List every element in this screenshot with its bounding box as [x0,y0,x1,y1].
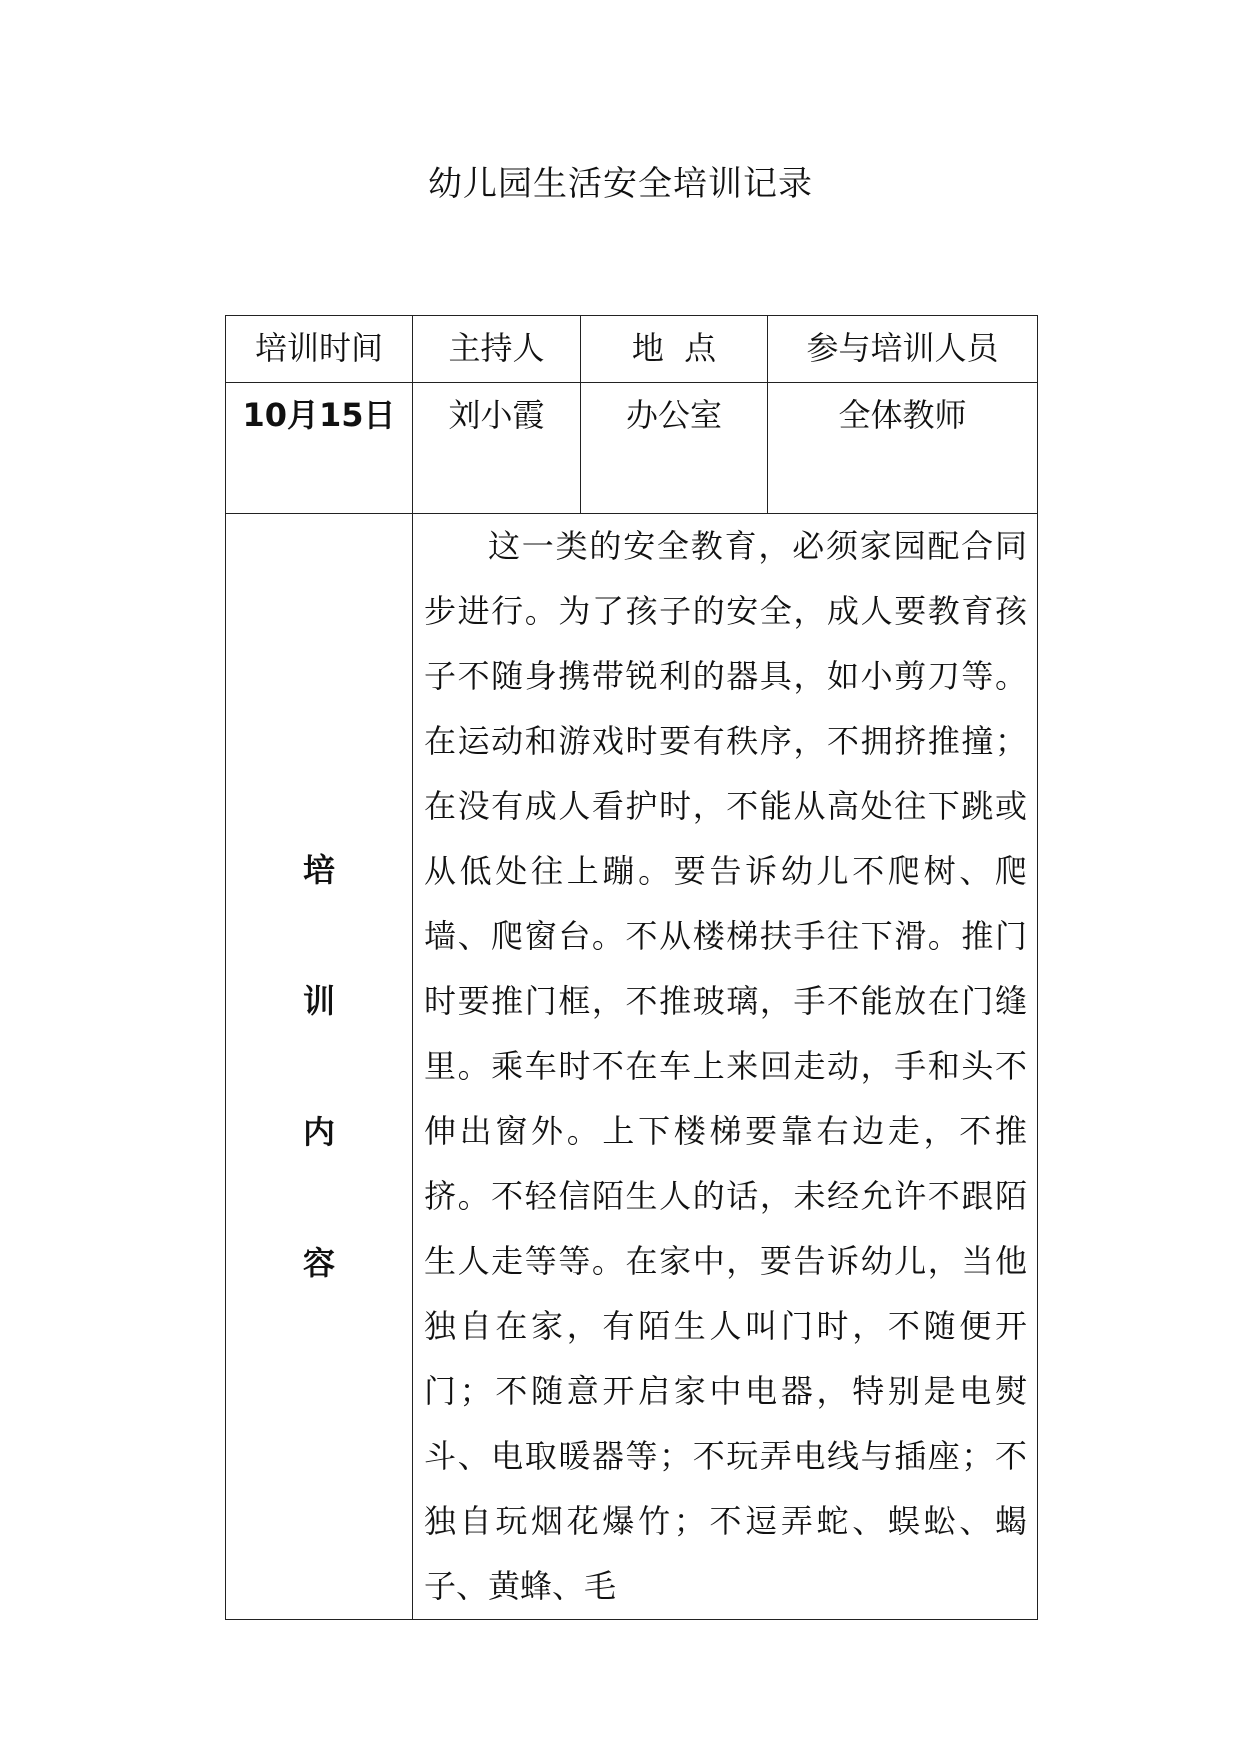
value-participants: 全体教师 [768,383,1038,514]
content-label-char: 容 [302,1243,335,1282]
training-record-table [225,315,1038,1620]
value-location: 办公室 [581,383,768,514]
content-label-char: 训 [302,981,335,1020]
content-label-char: 培 [302,850,335,889]
header-training-time: 培训时间 [226,316,413,383]
header-participants: 参与培训人员 [768,316,1038,383]
table-header-row [226,316,1038,383]
document-title: 幼儿园生活安全培训记录 [428,164,813,204]
table-content-row [226,514,1038,1620]
training-content-text: 这一类的安全教育，必须家园配合同步进行。为了孩子的安全，成人要教育孩子不随身携带锐利的器具，如小剪刀等。在运动和游戏时要有秩序，不拥挤推撞；在没有成人看护时，不能从高处往下跳或从低处往上蹦。要告诉幼儿不爬树、爬墙、爬窗台。不从楼梯扶手往下滑。推门时要推门框，不推玻璃，手不能放在门缝里。乘车时不在车上来回走动，手和头不伸出窗外。上下楼梯要靠右边走，不推挤。不轻信陌生人的话，未经允许不跟陌生人走等等。在家中，要告诉幼儿，当他独自在家，有陌生人叫门时，不随便开门；不随意开启家中电器，特别是电熨斗、电取暖器等；不玩弄电线与插座；不独自玩烟花爆竹；不逗弄蛇、蜈蚣、蝎子、黄蜂、毛 [413,514,1038,1620]
header-location: 地 点 [581,316,768,383]
content-label-cell [226,514,413,1620]
content-label [226,805,412,1329]
value-host: 刘小霞 [413,383,581,514]
content-label-char: 内 [302,1112,335,1151]
table-info-row [226,383,1038,514]
value-training-time: 10月15日 [226,383,413,514]
header-host: 主持人 [413,316,581,383]
